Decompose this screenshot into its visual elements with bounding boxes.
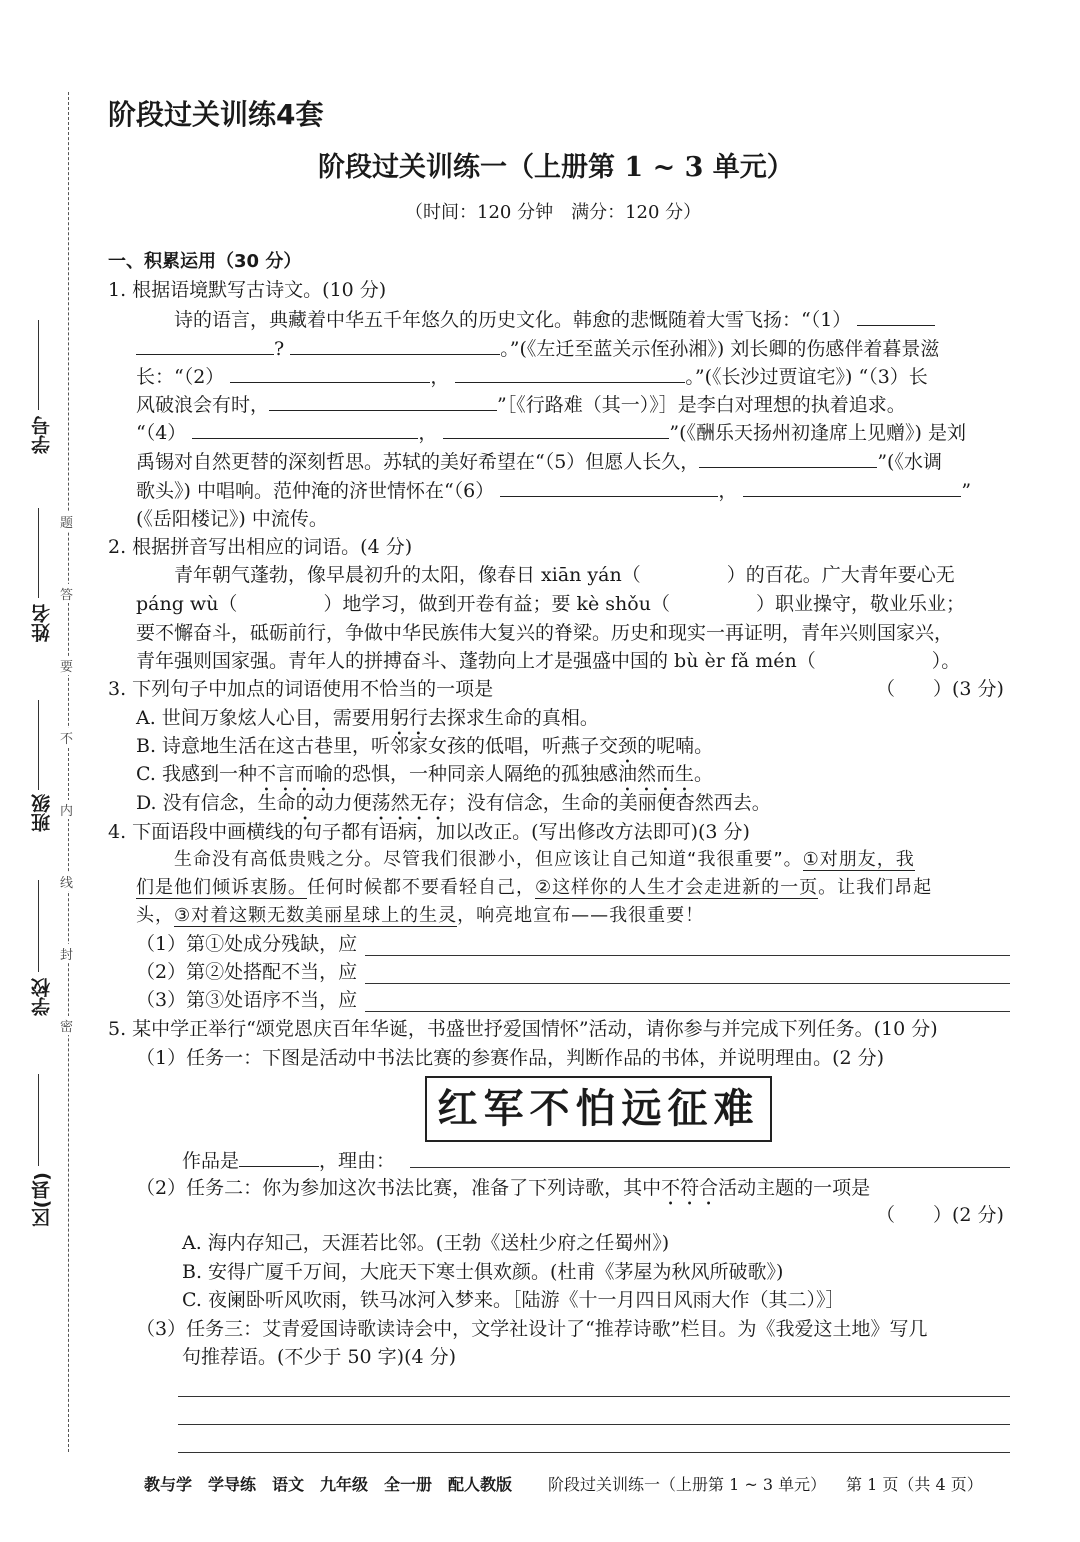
exam-title: 阶段过关训练一（上册第 1 ~ 3 单元） bbox=[318, 152, 794, 183]
question-2-heading: 2. 根据拼音写出相应的词语。(4 分) bbox=[108, 536, 413, 558]
answer-blank[interactable] bbox=[136, 334, 274, 355]
q3-option-b[interactable]: B. 诗意地生活在这古巷里，听邻家女孩的低唱，听燕子交颈的呢喃。 bbox=[136, 735, 714, 757]
q4-passage-line: 们是他们倾诉衷肠。任何时候都不要看轻自己，②这样你的人生才会走进新的一页。让我们昂起 bbox=[136, 877, 933, 898]
q1-line: “（4） ， ”(《酬乐天扬州初逢席上见赠》) 是刘 bbox=[136, 418, 966, 447]
q4-answer-line[interactable] bbox=[365, 1011, 1010, 1012]
seal-char: 不 bbox=[60, 728, 73, 747]
q3-option-a[interactable]: A. 世间万象炫人心目，需要用躬行去探求生命的真相。 bbox=[136, 707, 599, 729]
side-label-name: 姓名 bbox=[31, 604, 53, 642]
q2-line: 青年强则国家强。青年人的拼搏奋斗、蓬勃向上才是强盛中国的 bù èr fǎ mén（ ）。 bbox=[136, 650, 961, 672]
side-label-school: 学校 bbox=[31, 978, 53, 1016]
q5-writing-line[interactable] bbox=[178, 1396, 1010, 1397]
q5-option-c[interactable]: C. 夜阑卧听风吹雨，铁马冰河入梦来。［陆游《十一月四日风雨大作（其二）》］ bbox=[182, 1289, 845, 1311]
q1-line: 诗的语言，典藏着中华五千年悠久的历史文化。韩愈的悲慨随着大雪飞扬：“（1） bbox=[174, 305, 935, 334]
q1-line: (《岳阳楼记》) 中流传。 bbox=[136, 508, 328, 530]
footer-series: 教与学 学导练 语文 九年级 全一册 配人教版 bbox=[144, 1475, 513, 1494]
question-4-heading: 4. 下面语段中画横线的句子都有语病，加以改正。(写出修改方法即可)(3 分) bbox=[108, 821, 750, 843]
q2-line: 青年朝气蓬勃，像早晨初升的太阳，像春日 xiān yán（ ）的百花。广大青年要心无 bbox=[174, 564, 955, 586]
q5-answer-1: 作品是 ，理由： bbox=[182, 1146, 395, 1175]
answer-blank[interactable] bbox=[455, 362, 685, 383]
side-label-district: 区(县) bbox=[31, 1172, 53, 1228]
q4-answer-label: （3）第③处语序不当，应 bbox=[136, 989, 358, 1011]
answer-blank[interactable] bbox=[269, 390, 497, 411]
q4-passage-line: 生命没有高低贵贱之分。尽管我们很渺小，但应该让自己知道“我很重要”。①对朋友，我 bbox=[174, 849, 915, 870]
q1-line: 歌头》) 中唱响。范仲淹的济世情怀在“（6） ， ” bbox=[136, 476, 971, 505]
answer-blank[interactable] bbox=[500, 476, 718, 497]
q5-task-3-cont: 句推荐语。(不少于 50 字)(4 分) bbox=[182, 1346, 457, 1368]
q4-answer-line[interactable] bbox=[365, 983, 1010, 984]
footer-page-number: 第 1 页（共 4 页） bbox=[846, 1475, 983, 1494]
q1-line: 风破浪会有时， ”［《行路难（其一）》］是李白对理想的执着追求。 bbox=[136, 390, 906, 419]
side-field-name[interactable] bbox=[38, 508, 39, 598]
q5-reason-line[interactable] bbox=[410, 1167, 1010, 1168]
q4-answer-label: （2）第②处搭配不当，应 bbox=[136, 961, 358, 983]
answer-blank[interactable] bbox=[192, 418, 418, 439]
q5-task-2-score[interactable]: （ ）(2 分) bbox=[876, 1204, 1004, 1226]
side-field-school[interactable] bbox=[38, 880, 39, 972]
question-5-heading: 5. 某中学正举行“颂党恩庆百年华诞，书盛世抒爱国情怀”活动，请你参与并完成下列任务。(10 分) bbox=[108, 1018, 938, 1040]
answer-blank[interactable] bbox=[230, 362, 430, 383]
q1-line: 长：“（2） ， 。”(《长沙过贾谊宅》) “（3）长 bbox=[136, 362, 928, 391]
seal-char: 题 bbox=[60, 512, 73, 531]
q4-answer-label: （1）第①处成分残缺，应 bbox=[136, 933, 358, 955]
answer-blank[interactable] bbox=[743, 476, 961, 497]
question-3-score[interactable]: （ ）(3 分) bbox=[876, 678, 1004, 700]
question-1-heading: 1. 根据语境默写古诗文。(10 分) bbox=[108, 279, 387, 301]
side-field-student-id[interactable] bbox=[38, 320, 39, 410]
q5-option-b[interactable]: B. 安得广厦千万间，大庇天下寒士俱欢颜。(杜甫《茅屋为秋风所破歌》) bbox=[182, 1261, 784, 1283]
footer-unit: 阶段过关训练一（上册第 1 ~ 3 单元） bbox=[548, 1475, 827, 1494]
q5-task-1: （1）任务一：下图是活动中书法比赛的参赛作品，判断作品的书体，并说明理由。(2 分) bbox=[136, 1047, 885, 1069]
answer-blank[interactable] bbox=[857, 305, 935, 326]
q1-line: ? 。”(《左迁至蓝关示侄孙湘》) 刘长卿的伤感伴着暮景滋 bbox=[136, 334, 939, 363]
q2-line: páng wù（ ）地学习，做到开卷有益；要 kè shǒu（ ）职业操守，敬业乐业； bbox=[136, 593, 965, 615]
binding-dashed-line bbox=[68, 92, 69, 1452]
seal-char: 封 bbox=[60, 944, 73, 963]
q4-answer-line[interactable] bbox=[365, 955, 1010, 956]
seal-char: 要 bbox=[60, 656, 73, 675]
q3-option-d[interactable]: D. 没有信念，生命的动力便荡然无存；没有信念，生命的美丽便杳然西去。 bbox=[136, 792, 771, 814]
book-title: 阶段过关训练4套 bbox=[108, 98, 324, 131]
exam-meta: （时间：120 分钟 满分：120 分） bbox=[405, 202, 702, 223]
answer-blank[interactable] bbox=[239, 1146, 319, 1167]
side-field-district[interactable] bbox=[38, 1074, 39, 1166]
q1-line: 禹锡对自然更替的深刻哲思。苏轼的美好希望在“（5）但愿人长久， ”(《水调 bbox=[136, 447, 942, 476]
q5-writing-line[interactable] bbox=[178, 1452, 1010, 1453]
answer-blank[interactable] bbox=[443, 418, 669, 439]
side-label-student-id: 学号 bbox=[31, 416, 53, 454]
seal-char: 线 bbox=[60, 872, 73, 891]
q5-writing-line[interactable] bbox=[178, 1424, 1010, 1425]
calligraphy-artwork: 红军不怕远征难 bbox=[425, 1076, 772, 1142]
seal-char: 答 bbox=[60, 584, 73, 603]
q3-option-c[interactable]: C. 我感到一种不言而喻的恐惧，一种同亲人隔绝的孤独感油然而生。 bbox=[136, 763, 714, 785]
q5-option-a[interactable]: A. 海内存知己，天涯若比邻。(王勃《送杜少府之任蜀州》) bbox=[182, 1232, 670, 1254]
question-3-heading: 3. 下列句子中加点的词语使用不恰当的一项是 bbox=[108, 678, 494, 700]
seal-char: 内 bbox=[60, 800, 73, 819]
side-field-class[interactable] bbox=[38, 700, 39, 790]
q5-task-2: （2）任务二：你为参加这次书法比赛，准备了下列诗歌，其中不符合活动主题的一项是 bbox=[136, 1177, 871, 1199]
seal-char: 密 bbox=[60, 1016, 73, 1035]
section-heading: 一、积累运用（30 分） bbox=[108, 251, 302, 272]
q5-task-3: （3）任务三：艾青爱国诗歌读诗会中，文学社设计了“推荐诗歌”栏目。为《我爱这土地》写几 bbox=[136, 1318, 928, 1340]
answer-blank[interactable] bbox=[290, 334, 500, 355]
q2-line: 要不懈奋斗，砥砺前行，争做中华民族伟大复兴的脊梁。历史和现实一再证明，青年兴则国家兴， bbox=[136, 622, 954, 644]
q4-passage-line: 头，③对着这颗无数美丽星球上的生灵，响亮地宣布——我很重要！ bbox=[136, 905, 705, 926]
side-label-class: 班级 bbox=[31, 794, 53, 832]
answer-blank[interactable] bbox=[699, 447, 877, 468]
